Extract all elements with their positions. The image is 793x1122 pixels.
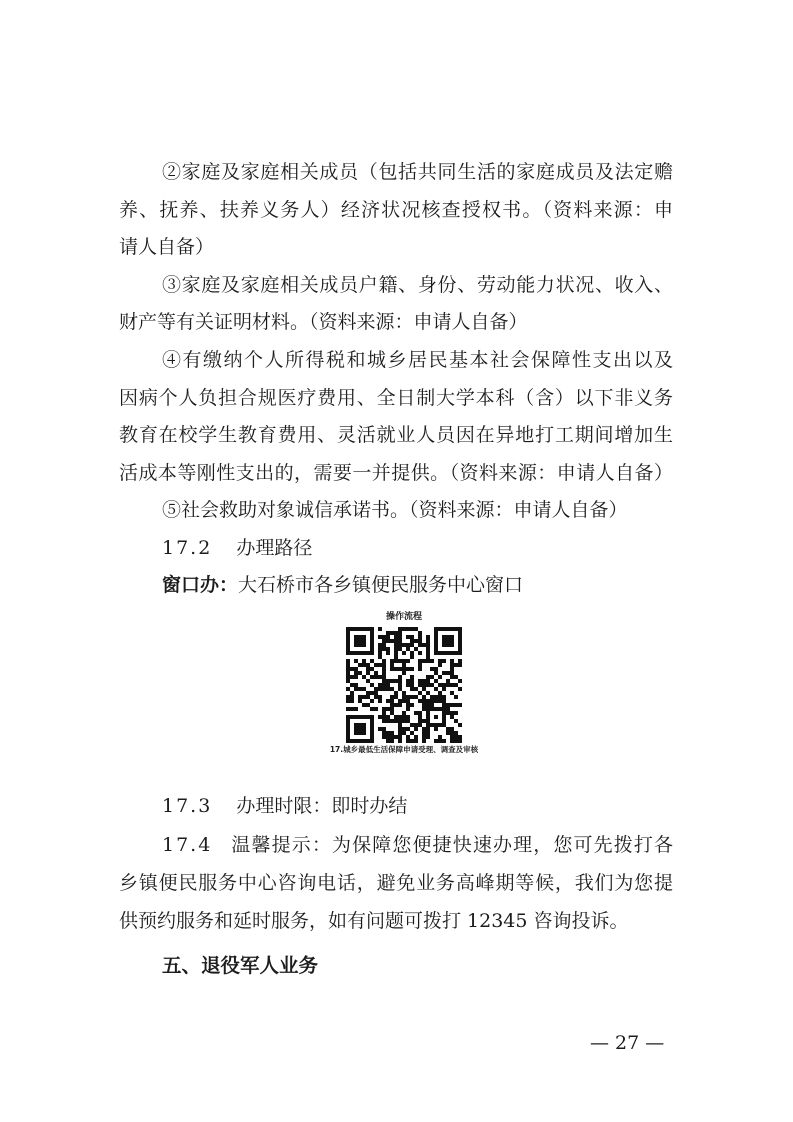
item-3-line-2: 财产等有关证明材料。（资料来源：申请人自备） xyxy=(119,311,528,333)
item-2-line-1: ②家庭及家庭相关成员（包括共同生活的家庭成员及法定赡 xyxy=(162,161,673,183)
qr-header: 操作流程 xyxy=(385,612,422,622)
section-17-4-line-1 xyxy=(162,833,673,857)
item-3-line-1: ③家庭及家庭相关成员户籍、身份、劳动能力状况、收入、 xyxy=(162,274,673,296)
window-service-value: 大石桥市各乡镇便民服务中心窗口 xyxy=(238,574,524,596)
section-17-4-line-2: 乡镇便民服务中心咨询电话，避免业务高峰期等候，我们为您提 xyxy=(119,872,673,894)
item-5-line-1: ⑤社会救助对象诚信承诺书。（资料来源：申请人自备） xyxy=(162,499,628,521)
section-17-4-line-3: 供预约服务和延时服务，如有问题可拨打 12345 咨询投诉。 xyxy=(119,910,629,932)
section-label: 办理时限： xyxy=(236,795,332,817)
window-service-line xyxy=(162,573,523,597)
item-2-line-3: 请人自备） xyxy=(119,236,215,258)
chapter-heading: 五、退役军人业务 xyxy=(162,954,319,977)
section-text: 为保障您便捷快速办理，您可先拨打各 xyxy=(332,834,673,856)
section-label: 温馨提示： xyxy=(230,834,333,856)
section-number: 17.3 xyxy=(162,795,213,817)
qr-code xyxy=(346,627,462,743)
item-2-line-2: 养、抚养、扶养义务人）经济状况核查授权书。（资料来源：申 xyxy=(119,199,673,221)
qr-caption: 17.城乡最低生活保障申请受理、调查及审核 xyxy=(329,745,479,754)
section-number: 17.4 xyxy=(162,834,213,856)
section-17-2-heading xyxy=(162,536,312,560)
window-service-label: 窗口办： xyxy=(162,574,239,596)
section-title: 办理路径 xyxy=(236,537,313,559)
section-value: 即时办结 xyxy=(331,795,408,817)
item-4-line-1: ④有缴纳个人所得税和城乡居民基本社会保障性支出以及 xyxy=(162,349,673,371)
page-number: — 27 — xyxy=(590,1032,665,1054)
item-4-line-4: 活成本等刚性支出的，需要一并提供。（资料来源：申请人自备） xyxy=(119,462,673,484)
item-4-line-2: 因病个人负担合规医疗费用、全日制大学本科（含）以下非义务 xyxy=(119,387,673,409)
item-4-line-3: 教育在校学生教育费用、灵活就业人员因在异地打工期间增加生 xyxy=(119,424,673,446)
section-17-3-line xyxy=(162,794,407,818)
section-number: 17.2 xyxy=(162,537,213,559)
